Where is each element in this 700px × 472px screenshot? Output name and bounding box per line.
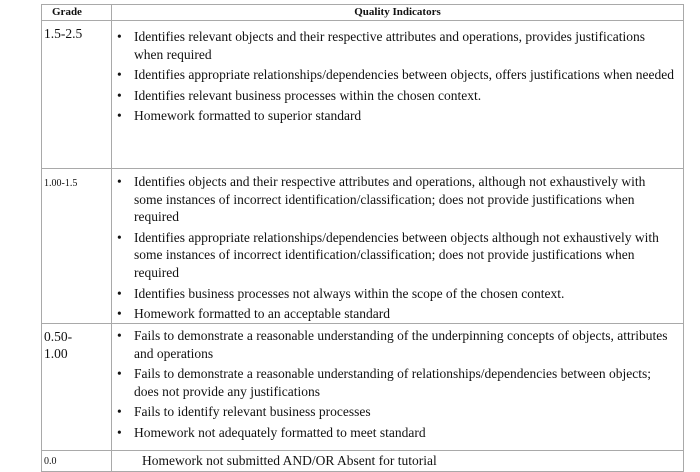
header-row [42,5,684,21]
indicator-list [112,173,677,323]
indicator-item: • Fails to demonstrate a reasonable understanding of relationships/dependencies between objects; does not provide any justifications [112,365,677,400]
grade-cell: 0.0 [42,451,112,472]
indicators-cell: Homework not submitted AND/OR Absent for tutorial [112,451,684,472]
quality-rubric-table [41,4,684,472]
indicator-item: • Identifies appropriate relationships/dependencies between objects although not exhaustively with some instances of incorrect identification/classification; does not provide justifications when required [112,229,677,282]
grade-cell: 0.50- 1.00 [42,324,112,451]
indicators-cell [112,21,684,169]
table-row [42,451,684,472]
indicator-item: • Fails to identify relevant business processes [112,403,677,421]
indicator-item: • Fails to demonstrate a reasonable understanding of the underpinning concepts of objects, attributes and operations [112,327,677,362]
indicator-item: • Identifies relevant objects and their respective attributes and operations, provides justifications when required [112,28,677,63]
indicator-item: • Homework not adequately formatted to meet standard [112,424,677,442]
indicators-cell [112,169,684,324]
indicators-cell [112,324,684,451]
table-row [42,21,684,169]
indicator-item: • Identifies objects and their respective attributes and operations, although not exhaustively with some instances of incorrect identification/classification; does not provide justifications when required [112,173,677,226]
grade-column-header: Grade [42,5,112,21]
indicator-list [112,28,677,125]
grade-cell: 1.00-1.5 [42,169,112,324]
quality-indicators-column-header: Quality Indicators [112,5,684,21]
indicator-item: • Homework formatted to superior standard [112,107,677,125]
table-row [42,324,684,451]
indicator-item: • Identifies business processes not always within the scope of the chosen context. [112,285,677,303]
indicator-item: • Homework formatted to an acceptable standard [112,305,677,323]
indicator-list [112,327,677,442]
table-row [42,169,684,324]
indicator-item: • Identifies appropriate relationships/dependencies between objects, offers justifications when needed [112,66,677,84]
indicator-item: • Identifies relevant business processes within the chosen context. [112,87,677,105]
grade-cell: 1.5-2.5 [42,21,112,169]
